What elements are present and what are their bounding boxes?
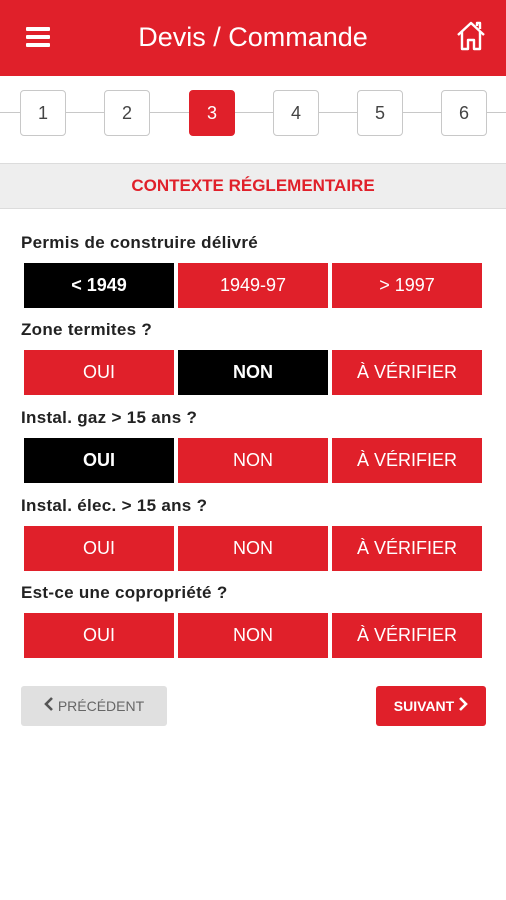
step-2[interactable]: 2 xyxy=(104,90,150,136)
copropriete-option-oui[interactable]: OUI xyxy=(24,613,174,658)
previous-button[interactable] xyxy=(21,686,167,726)
step-3-active[interactable]: 3 xyxy=(189,90,235,136)
copropriete-option-non[interactable]: NON xyxy=(178,613,328,658)
termites-option-oui[interactable]: OUI xyxy=(24,350,174,395)
termites-option-verifier[interactable]: À VÉRIFIER xyxy=(332,350,482,395)
question-termites-label: Zone termites ? xyxy=(21,320,153,339)
elec-option-verifier[interactable]: À VÉRIFIER xyxy=(332,526,482,571)
question-copropriete-label: Est-ce une copropriété ? xyxy=(21,583,228,602)
step-5[interactable]: 5 xyxy=(357,90,403,136)
question-gaz-label: Instal. gaz > 15 ans ? xyxy=(21,408,198,427)
steps-connector xyxy=(0,112,506,113)
gaz-option-verifier[interactable]: À VÉRIFIER xyxy=(332,438,482,483)
permis-option-1949-97[interactable]: 1949-97 xyxy=(178,263,328,308)
permis-option-before-1949[interactable]: < 1949 xyxy=(24,263,174,308)
chevron-left-icon xyxy=(44,697,54,716)
next-button[interactable] xyxy=(376,686,486,726)
question-permis-label: Permis de construire délivré xyxy=(21,233,259,252)
step-indicator xyxy=(0,90,506,136)
step-6[interactable]: 6 xyxy=(441,90,487,136)
gaz-option-non[interactable]: NON xyxy=(178,438,328,483)
section-header xyxy=(0,163,506,209)
app-header xyxy=(0,0,506,76)
gaz-option-oui[interactable]: OUI xyxy=(24,438,174,483)
elec-option-non[interactable]: NON xyxy=(178,526,328,571)
next-button-label: SUIVANT xyxy=(393,698,455,714)
step-1[interactable]: 1 xyxy=(20,90,66,136)
chevron-right-icon xyxy=(458,697,468,716)
home-icon[interactable] xyxy=(455,20,487,52)
step-4[interactable]: 4 xyxy=(273,90,319,136)
section-title: CONTEXTE RÉGLEMENTAIRE xyxy=(131,176,375,195)
question-elec-label: Instal. élec. > 15 ans ? xyxy=(21,496,208,515)
page-title: Devis / Commande xyxy=(138,22,368,52)
elec-option-oui[interactable]: OUI xyxy=(24,526,174,571)
termites-option-non[interactable]: NON xyxy=(178,350,328,395)
permis-option-after-1997[interactable]: > 1997 xyxy=(332,263,482,308)
previous-button-label: PRÉCÉDENT xyxy=(57,698,145,714)
copropriete-option-verifier[interactable]: À VÉRIFIER xyxy=(332,613,482,658)
